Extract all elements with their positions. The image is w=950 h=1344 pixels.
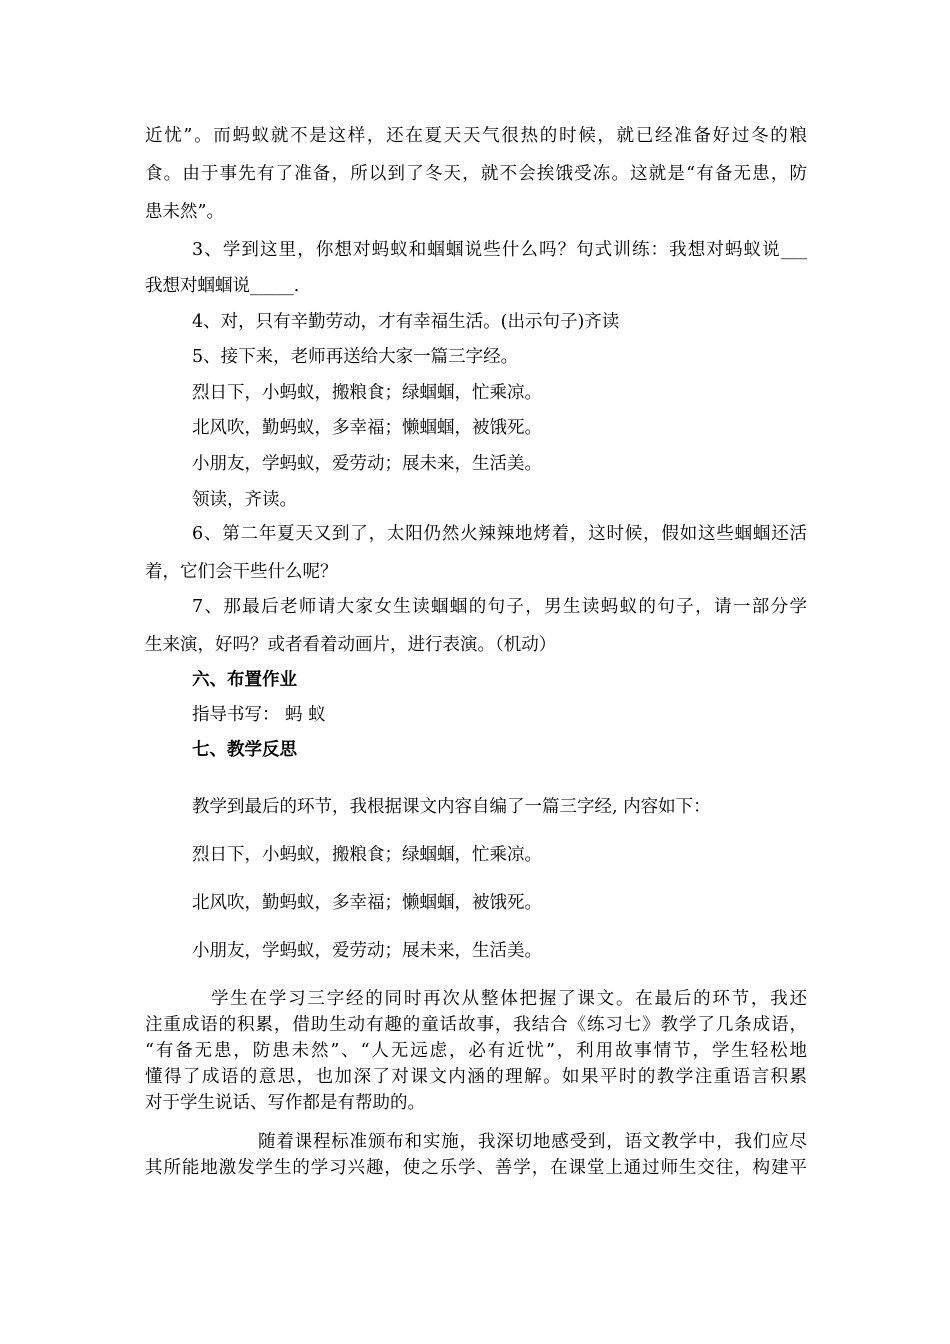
poem-line: 烈日下，小蚂蚁，搬粮食；绿蝈蝈，忙乘凉。 xyxy=(192,383,542,403)
poem-line: 北风吹，勤蚂蚁，多幸福；懒蝈蝈，被饿死。 xyxy=(192,418,542,438)
poem-line: 北风吹，勤蚂蚁，多幸福；懒蝈蝈，被饿死。 xyxy=(192,893,542,913)
paragraph-line: 6、第二年夏天又到了，太阳仍然火辣辣地烤着，这时候，假如这些蝈蝈还活 xyxy=(192,524,807,544)
paragraph-line: 教学到最后的环节，我根据课文内容自编了一篇三字经, 内容如下： xyxy=(192,797,711,817)
paragraph-line: 领读，齐读。 xyxy=(192,490,297,510)
poem-line: 小朋友，学蚂蚁，爱劳动；展未来，生活美。 xyxy=(192,941,542,961)
paragraph-line: 7、那最后老师请大家女生读蝈蝈的句子，男生读蚂蚁的句子，请一部分学 xyxy=(192,597,807,617)
paragraph-line: 注重成语的积累，借助生动有趣的童话故事，我结合《练习七》教学了几条成语， xyxy=(145,1015,807,1035)
paragraph-line: 我想对蝈蝈说_____. xyxy=(145,276,300,296)
paragraph-line: 指导书写： 蚂 蚁 xyxy=(192,705,326,725)
paragraph-line: “有备无患，防患未然”、“人无远虑，必有近忧”，利用故事情节，学生轻松地 xyxy=(145,1041,807,1061)
poem-line: 小朋友，学蚂蚁，爱劳动；展未来，生活美。 xyxy=(192,454,542,474)
paragraph-line: 生来演，好吗？或者看着动画片，进行表演。（机动） xyxy=(145,635,557,655)
paragraph-line: 懂得了成语的意思，也加深了对课文内涵的理解。如果平时的教学注重语言积累 xyxy=(145,1067,807,1087)
paragraph-line: 患未然”。 xyxy=(145,202,224,222)
section-heading: 六、布置作业 xyxy=(192,670,297,690)
paragraph-line: 其所能地激发学生的学习兴趣，使之乐学、善学，在课堂上通过师生交往，构建平 xyxy=(145,1158,807,1178)
paragraph-line: 5、接下来，老师再送给大家一篇三字经。 xyxy=(192,347,519,367)
paragraph-line: 食。由于事先有了准备，所以到了冬天，就不会挨饿受冻。这就是“有备无患，防 xyxy=(145,164,807,184)
paragraph-line: 着，它们会干些什么呢？ xyxy=(145,562,338,582)
section-heading: 七、教学反思 xyxy=(192,740,297,760)
paragraph-line: 3、学到这里，你想对蚂蚁和蝈蝈说些什么吗？句式训练：我想对蚂蚁说___ xyxy=(192,240,807,260)
poem-line: 烈日下，小蚂蚁，搬粮食；绿蝈蝈，忙乘凉。 xyxy=(192,845,542,865)
paragraph-line: 随着课程标准颁布和实施，我深切地感受到，语文教学中，我们应尽 xyxy=(258,1132,807,1152)
paragraph-line: 学生在学习三字经的同时再次从整体把握了课文。在最后的环节，我还 xyxy=(211,989,807,1009)
paragraph-line: 近忧”。而蚂蚁就不是这样，还在夏天天气很热的时候，就已经准备好过冬的粮 xyxy=(145,126,807,146)
paragraph-line: 4、对，只有辛勤劳动，才有幸福生活。(出示句子)齐读 xyxy=(192,312,620,332)
paragraph-line: 对于学生说话、写作都是有帮助的。 xyxy=(145,1093,425,1113)
